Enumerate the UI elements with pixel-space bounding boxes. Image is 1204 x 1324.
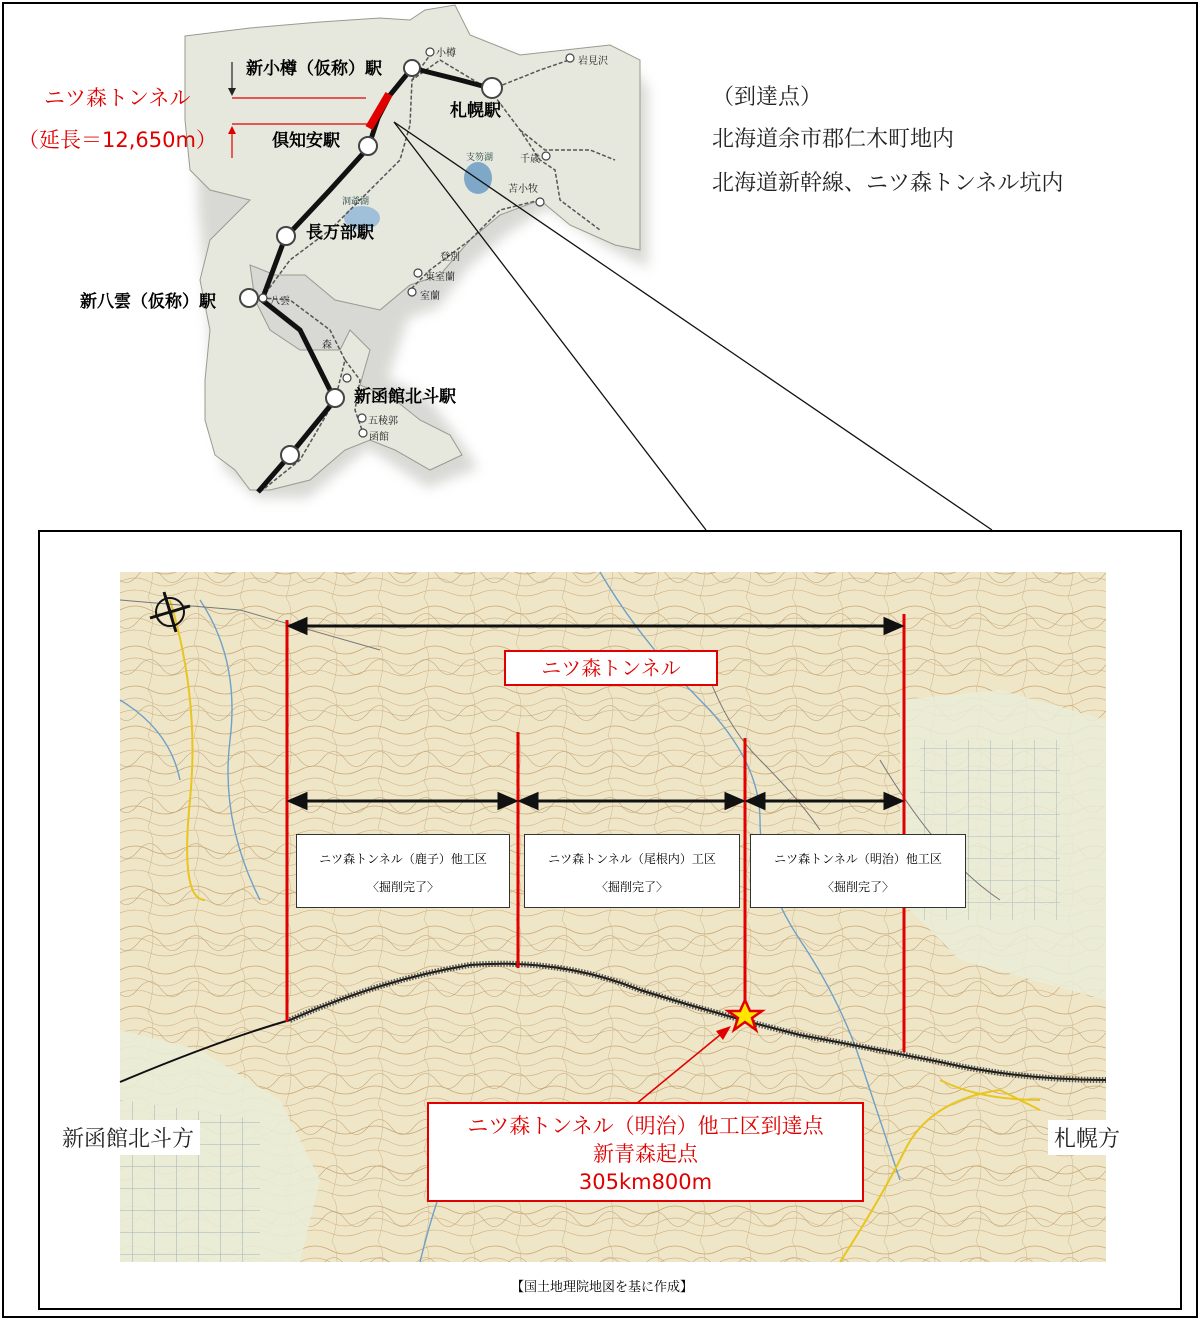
callout-distance: 305km800m xyxy=(578,1170,713,1194)
station-kutchan: 倶知安駅 xyxy=(272,131,340,151)
town-toya-lake: 洞爺湖 xyxy=(342,197,370,207)
station-shin-yakumo: 新八雲（仮称）駅 xyxy=(80,292,216,312)
arrival-line: 北海道新幹線、ニツ森トンネル坑内 xyxy=(712,171,1064,196)
section-status: 〈掘削完了〉 xyxy=(366,880,439,894)
direction-right: 札幌方 xyxy=(1048,1120,1126,1155)
town-mori: 森 xyxy=(322,340,332,351)
station-sapporo: 札幌駅 xyxy=(450,101,501,121)
section-box-shikanoko xyxy=(296,834,510,908)
town-shikotsu-lake: 支笏湖 xyxy=(466,153,494,163)
section-status: 〈掘削完了〉 xyxy=(595,880,668,894)
direction-left: 新函館北斗方 xyxy=(56,1120,200,1155)
town-iwamizawa: 岩見沢 xyxy=(578,56,608,67)
town-otaru: 小樽 xyxy=(436,48,456,59)
section-status: 〈掘削完了〉 xyxy=(821,880,894,894)
section-name: ニツ森トンネル（明治）他工区 xyxy=(774,852,942,866)
map-credit: 【国土地理院地図を基に作成】 xyxy=(510,1280,693,1295)
callout-title: ニツ森トンネル（明治）他工区到達点 xyxy=(467,1114,824,1138)
town-higashi-muroran: 東室蘭 xyxy=(425,272,455,283)
town-yakumo: 八雲 xyxy=(270,296,290,307)
town-chitose: 千歳 xyxy=(520,154,540,165)
town-goryokaku: 五稜郭 xyxy=(368,416,398,427)
station-shin-otaru: 新小樽（仮称）駅 xyxy=(246,59,382,79)
town-noboribetsu: 登別 xyxy=(440,252,460,263)
section-box-onenai xyxy=(524,834,740,908)
section-box-meiji xyxy=(750,834,966,908)
arrival-heading: （到達点） xyxy=(712,85,823,110)
section-name: ニツ森トンネル（尾根内）工区 xyxy=(548,852,716,866)
town-tomakomai: 苫小牧 xyxy=(508,184,538,195)
overview-tunnel-name: ニツ森トンネル xyxy=(44,86,191,110)
arrival-location: 北海道余市郡仁木町地内 xyxy=(712,127,955,152)
station-shin-hakodate-hokuto: 新函館北斗駅 xyxy=(354,387,456,407)
station-oshamambe: 長万部駅 xyxy=(306,223,374,243)
arrival-callout xyxy=(427,1102,864,1202)
overview-tunnel-length: （延長＝12,650m） xyxy=(18,128,217,152)
detail-tunnel-label: ニツ森トンネル xyxy=(504,650,718,686)
town-muroran: 室蘭 xyxy=(420,291,440,302)
section-name: ニツ森トンネル（鹿子）他工区 xyxy=(319,852,487,866)
callout-origin: 新青森起点 xyxy=(593,1142,698,1166)
town-hakodate: 函館 xyxy=(369,432,389,443)
